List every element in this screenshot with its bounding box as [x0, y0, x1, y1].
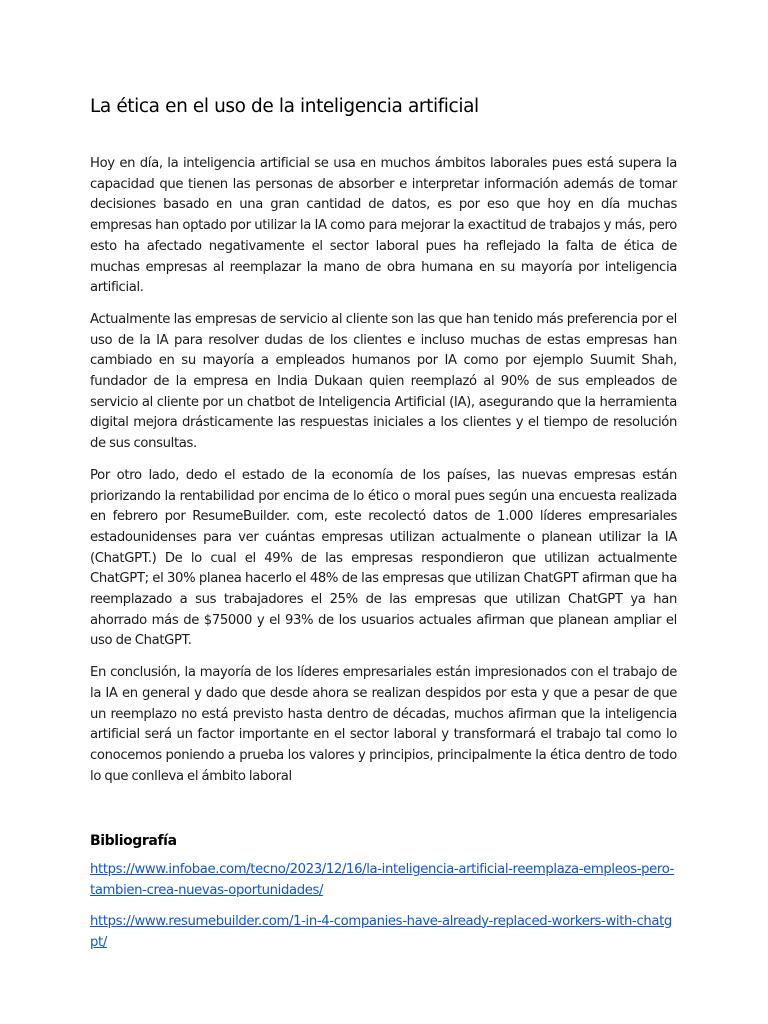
bibliography-link-infobae[interactable]: https://www.infobae.com/tecno/2023/12/16/la-inteligencia-artificial-reemplaza-empleos-pero-tambien-crea-nuevas-oportunidades/: [90, 862, 675, 899]
document-title: La ética en el uso de la inteligencia artificial: [90, 96, 479, 117]
paragraph-customer-service: Actualmente las empresas de servicio al cliente son las que han tenido más preferencia por el uso de la IA para resolver dudas de los clientes e incluso muchas de estas empresas han cambiado en su mayoría a empleados humanos por IA como por ejemplo Suumit Shah, fundador de la empresa en India Dukaan quien reemplazó al 90% de sus empleados de servicio al cliente por un chatbot de Inteligencia Artificial (IA), asegurando que la herramienta digital mejora drásticamente las respuestas iniciales a los clientes y el tiempo de resolución de sus consultas.: [90, 311, 677, 452]
document-page: [90, 93, 677, 963]
paragraph-conclusion: En conclusión, la mayoría de los líderes empresariales están impresionados con el trabajo de la IA en general y dado que desde ahora se realizan despidos por esta y que a pesar de que un reemplazo no está previsto hasta dentro de décadas, muchos afirman que la inteligencia artificial será un factor importante en el sector laboral y transformará el trabajo tal como lo conocemos poniendo a prueba los valores y principios, principalmente la ética dentro de todo lo que conlleva el ámbito laboral: [90, 665, 677, 784]
paragraph-economy: Por otro lado, dedo el estado de la economía de los países, las nuevas empresas están priorizando la rentabilidad por encima de lo ético o moral pues según una encuesta realizada en febrero por ResumeBuilder. com, este recolectó datos de 1.000 líderes empresariales estadounidenses para ver cuántas empresas utilizan actualmente o planean utilizar la IA (ChatGPT.) De lo cual el 49% de las empresas respondieron que utilizan actualmente ChatGPT; el 30% planea hacerlo el 48% de las empresas que utilizan ChatGPT afirman que ha reemplazado a sus trabajadores el 25% de las empresas que utilizan ChatGPT ya han ahorrado más de $75000 y el 93% de los usuarios actuales afirman que planean ampliar el uso de ChatGPT.: [90, 467, 677, 649]
bibliography-link-resumebuilder[interactable]: https://www.resumebuilder.com/1-in-4-companies-have-already-replaced-workers-with-chatgpt/: [90, 913, 672, 950]
document-body: [90, 154, 677, 787]
bibliography-heading: Bibliografía: [90, 833, 177, 850]
paragraph-intro: Hoy en día, la inteligencia artificial se usa en muchos ámbitos laborales pues está supera la capacidad que tienen las personas de absorber e interpretar información además de tomar decisiones basado en una gran cantidad de datos, es por eso que hoy en día muchas empresas han optado por utilizar la IA como para mejorar la exactitud de trabajos y más, pero esto ha afectado negativamente el sector laboral pues ha reflejado la falta de ética de muchas empresas al reemplazar la mano de obra humana en su mayoría por inteligencia artificial.: [90, 156, 677, 296]
bibliography-list: [90, 860, 677, 953]
